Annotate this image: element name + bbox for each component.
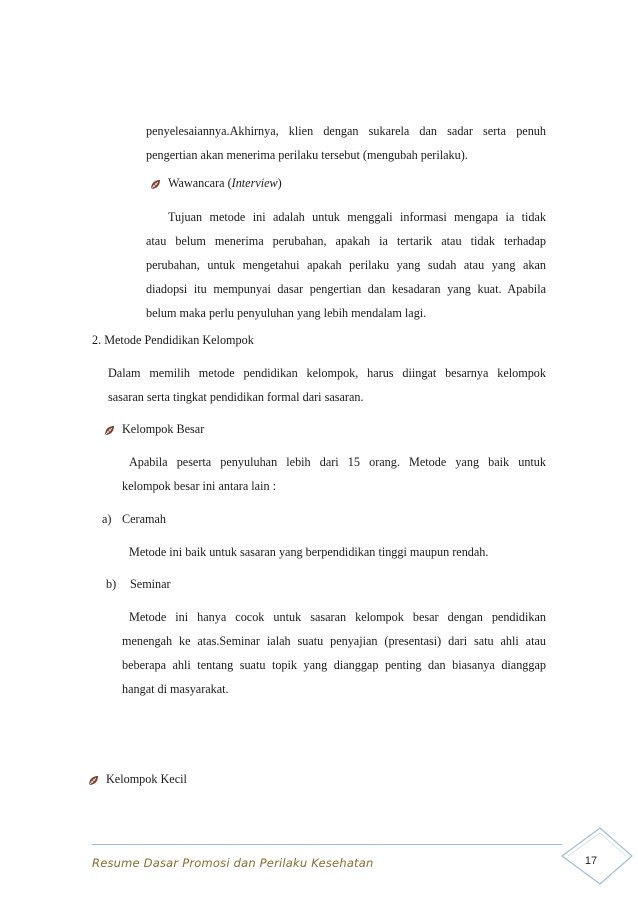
wawancara-label: Wawancara ( bbox=[168, 176, 232, 190]
paragraph-line: hangat di masyarakat. bbox=[122, 682, 229, 696]
wawancara-close: ) bbox=[277, 176, 282, 190]
leaf-bullet-icon bbox=[87, 774, 100, 787]
list-marker: b) bbox=[106, 577, 117, 591]
paragraph-line: menengah ke atas.Seminar ialah suatu penyajian (presentasi) dari satu ahli atau bbox=[122, 634, 546, 648]
section-heading: 2. Metode Pendidikan Kelompok bbox=[92, 333, 254, 347]
leaf-bullet-icon bbox=[103, 424, 116, 437]
paragraph-line: Metode ini baik untuk sasaran yang berpendidikan tinggi maupun rendah. bbox=[129, 545, 489, 559]
page-number: 17 bbox=[584, 855, 598, 867]
leaf-bullet-icon bbox=[149, 178, 162, 191]
paragraph-line: belum maka perlu penyuluhan yang lebih mendalam lagi. bbox=[146, 306, 427, 320]
paragraph-line: Apabila peserta penyuluhan lebih dari 15 orang. Metode yang baik untuk bbox=[129, 455, 546, 469]
paragraph-line: Metode ini hanya cocok untuk sasaran kelompok besar dengan pendidikan bbox=[129, 610, 546, 624]
list-item-label: Ceramah bbox=[122, 512, 166, 526]
wawancara-heading bbox=[168, 176, 282, 191]
paragraph-line: penyelesaiannya.Akhirnya, klien dengan sukarela dan sadar serta penuh bbox=[146, 124, 546, 138]
subsection-heading: Kelompok Kecil bbox=[106, 772, 187, 786]
paragraph-line: Dalam memilih metode pendidikan kelompok, harus diingat besarnya kelompok bbox=[108, 366, 546, 380]
paragraph-line: atau belum menerima perubahan, apakah ia tertarik atau tidak terhadap bbox=[146, 234, 546, 248]
paragraph-line: diadopsi itu mempunyai dasar pengertian dan kesadaran yang kuat. Apabila bbox=[146, 282, 546, 296]
wawancara-italic: Interview bbox=[231, 176, 278, 190]
footer-title: Resume Dasar Promosi dan Perilaku Kesehatan bbox=[92, 856, 374, 870]
paragraph-line: kelompok besar ini antara lain : bbox=[122, 479, 276, 493]
paragraph-line: sasaran serta tingkat pendidikan formal dari sasaran. bbox=[108, 390, 364, 404]
list-marker: a) bbox=[102, 512, 112, 526]
paragraph-line: beberapa ahli tentang suatu topik yang dianggap penting dan biasanya dianggap bbox=[122, 658, 546, 672]
footer-rule bbox=[92, 844, 562, 845]
paragraph-line: perubahan, untuk mengetahui apakah perilaku yang sudah atau yang akan bbox=[146, 258, 546, 272]
paragraph-line: Tujuan metode ini adalah untuk menggali informasi mengapa ia tidak bbox=[168, 210, 546, 224]
subsection-heading: Kelompok Besar bbox=[122, 422, 205, 436]
paragraph-line: pengertian akan menerima perilaku tersebut (mengubah perilaku). bbox=[146, 148, 468, 162]
list-item-label: Seminar bbox=[130, 577, 171, 591]
